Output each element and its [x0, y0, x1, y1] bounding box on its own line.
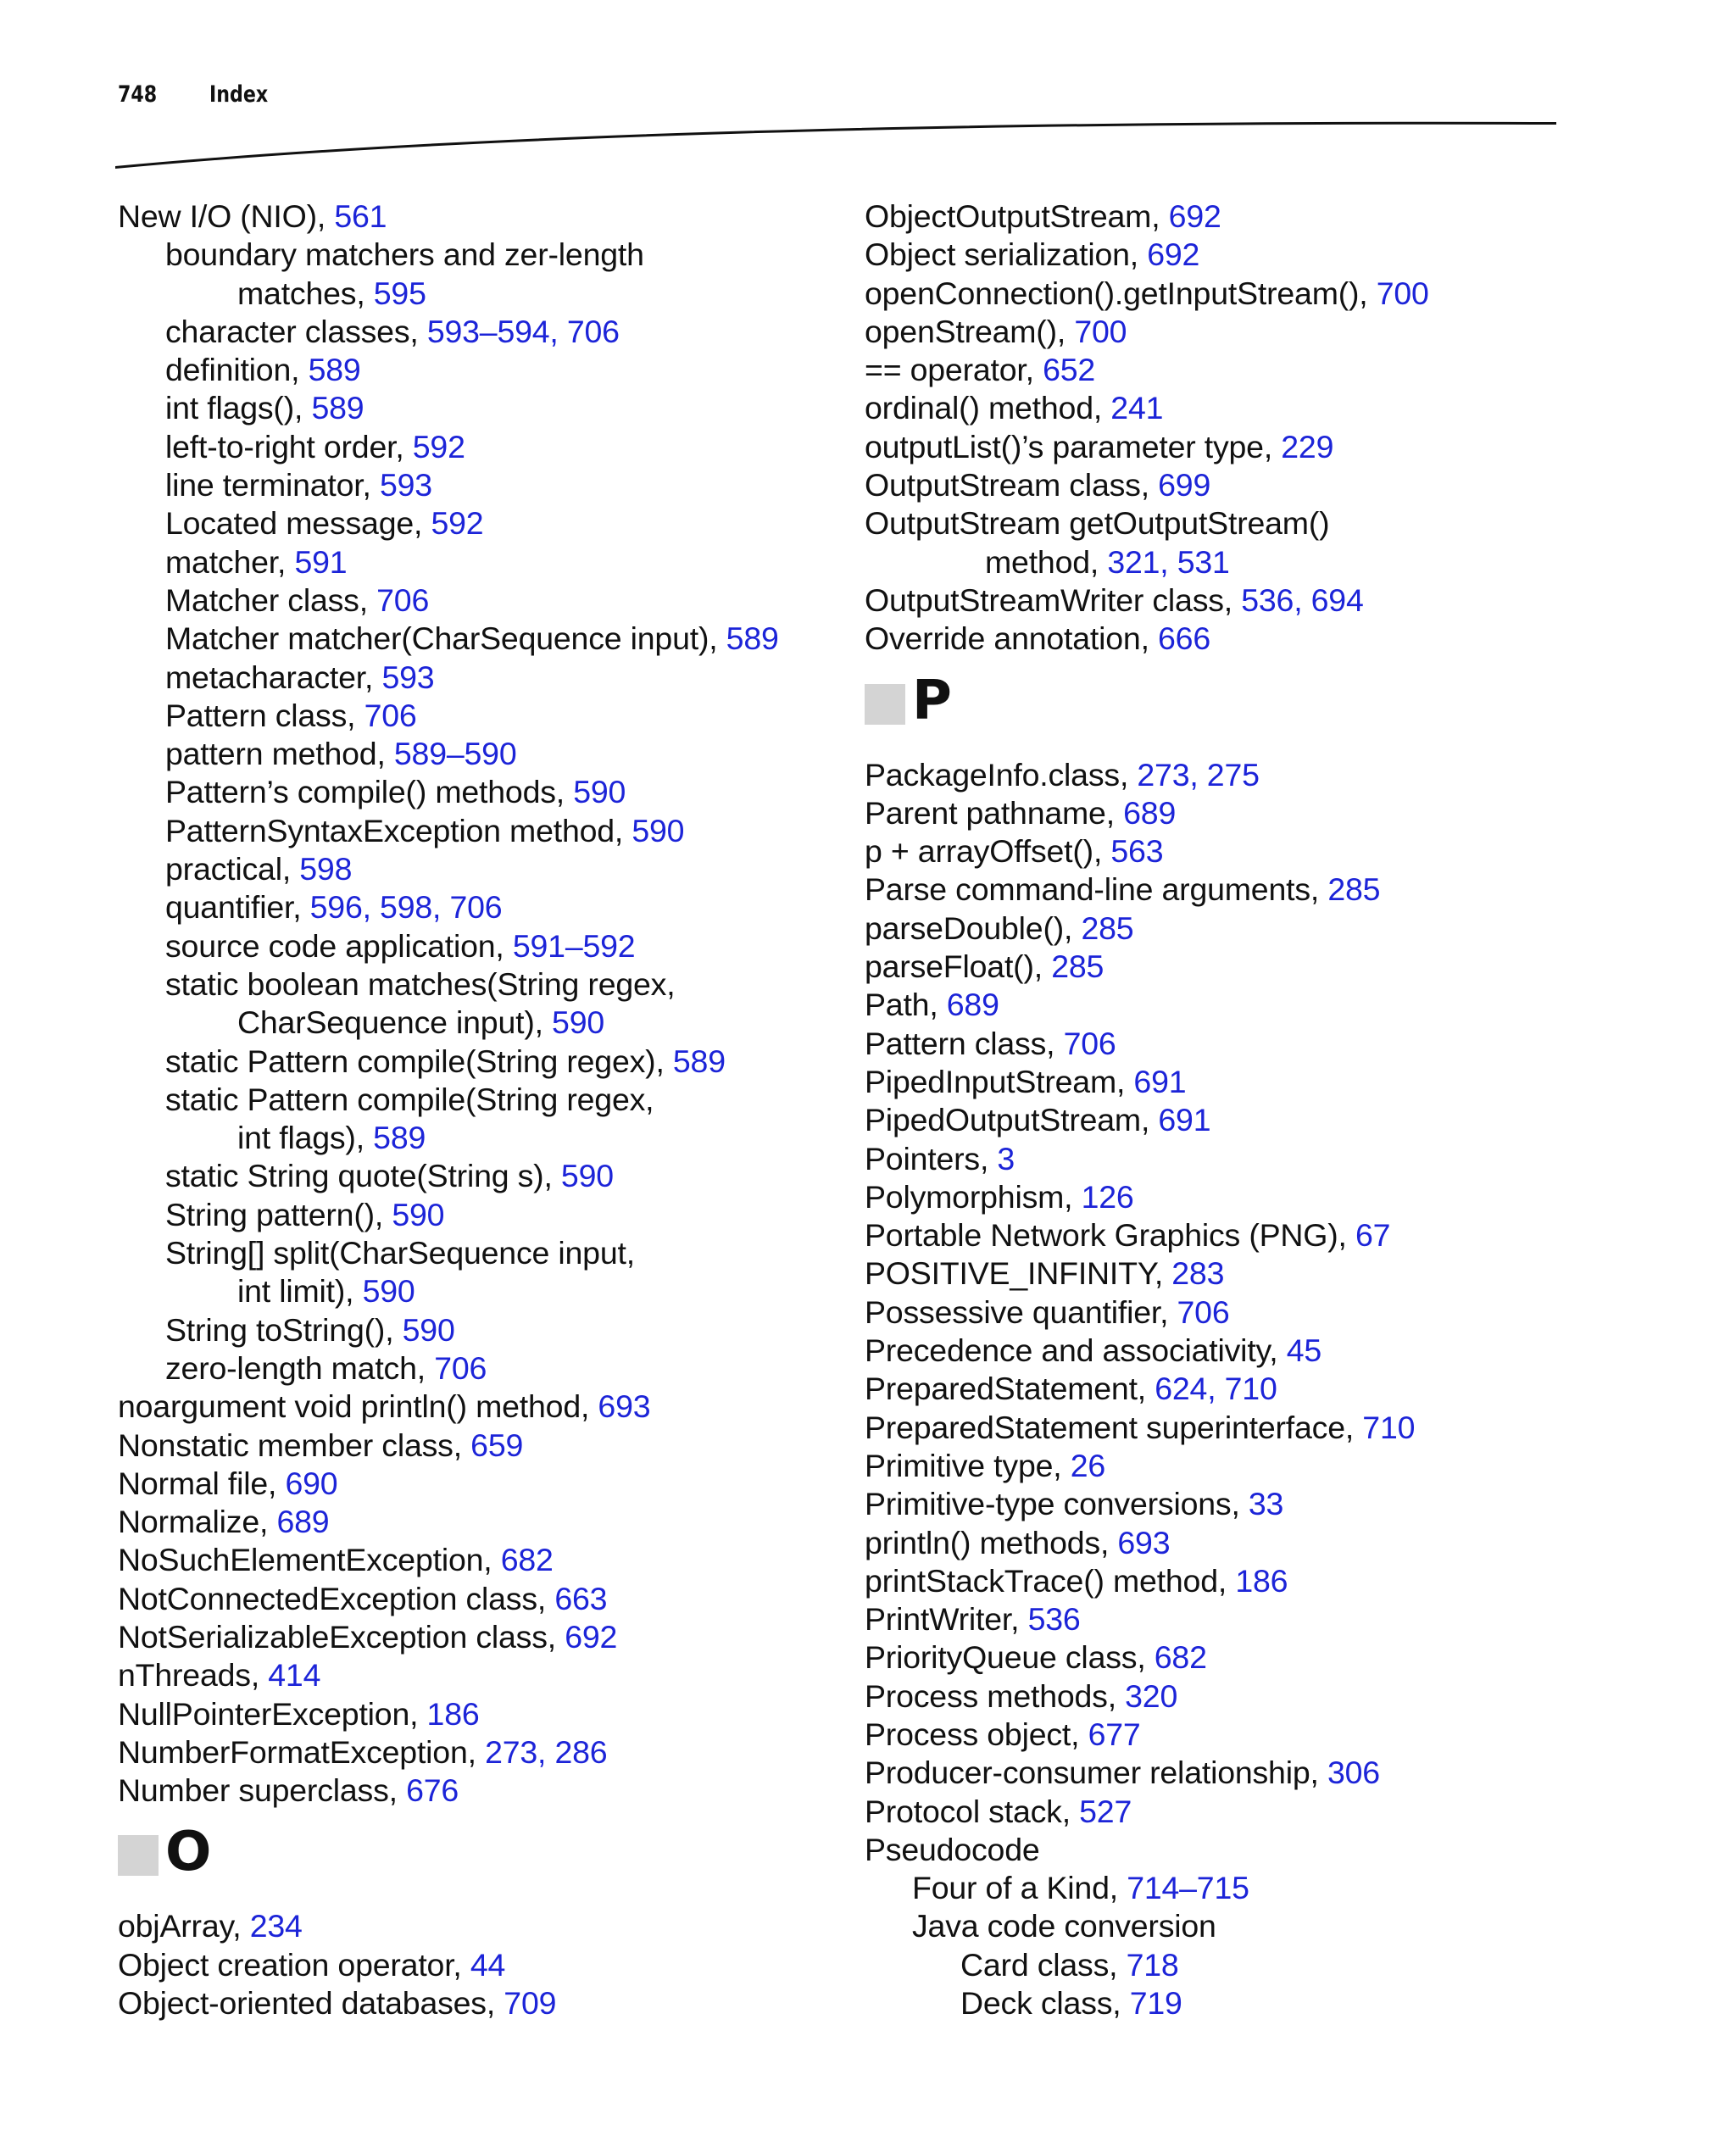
page-reference-link[interactable]: 690	[285, 1465, 338, 1501]
entry-term: Precedence and associativity,	[865, 1332, 1278, 1369]
page-reference-link[interactable]: 589–590	[393, 736, 517, 772]
page-reference-link[interactable]: 652	[1043, 352, 1096, 388]
entry-term: Primitive type,	[865, 1447, 1062, 1483]
index-entry	[865, 1716, 1560, 1754]
index-entry	[865, 1485, 1560, 1523]
index-entry	[118, 1618, 813, 1656]
entry-term: ObjectOutputStream,	[865, 198, 1160, 234]
index-entry	[118, 1907, 813, 1945]
page-reference-link[interactable]: 709	[504, 1985, 557, 2022]
index-entry	[865, 871, 1560, 909]
entry-term: Pattern class,	[165, 697, 356, 733]
page-reference-link[interactable]: 624, 710	[1155, 1371, 1277, 1407]
entry-term: parseDouble(),	[865, 909, 1073, 946]
entry-term: p + arrayOffset(),	[865, 833, 1103, 870]
index-entry	[865, 351, 1560, 389]
entry-term: println() methods,	[865, 1524, 1110, 1560]
page-reference-link[interactable]: 706	[376, 581, 430, 618]
index-entry	[865, 466, 1560, 504]
page-reference-link[interactable]: 719	[1129, 1985, 1182, 2022]
page-reference-link[interactable]: 561	[334, 198, 387, 234]
entry-term: String pattern(),	[165, 1196, 384, 1232]
page-reference-link[interactable]: 593	[381, 659, 435, 695]
page-reference-link[interactable]: 693	[598, 1388, 651, 1425]
entry-term: Normal file,	[118, 1465, 277, 1501]
entry-term: Possessive quantifier,	[865, 1293, 1169, 1330]
entry-term: String toString(),	[165, 1311, 394, 1348]
index-entry	[865, 1946, 1560, 1984]
page-reference-link[interactable]: 682	[1154, 1639, 1207, 1676]
entry-term: Java code conversion	[912, 1908, 1216, 1944]
index-entry	[118, 197, 813, 236]
entry-term: zero-length match,	[165, 1349, 426, 1386]
index-entry	[118, 1465, 813, 1503]
entry-term: Located message,	[165, 505, 423, 542]
index-entry	[118, 313, 813, 351]
page-reference-link[interactable]: 700	[1376, 275, 1429, 311]
page-reference-link[interactable]: 689	[276, 1504, 330, 1540]
entry-term: openConnection().getInputStream(),	[865, 275, 1368, 311]
index-entry	[118, 1119, 813, 1157]
page-reference-link[interactable]: 598	[299, 851, 353, 887]
index-entry	[865, 1254, 1560, 1293]
index-entry	[865, 197, 1560, 236]
page-reference-link[interactable]: 593	[379, 467, 432, 503]
page-reference-link[interactable]: 229	[1281, 428, 1334, 464]
index-entry	[865, 275, 1560, 313]
page-reference-link[interactable]: 26	[1070, 1447, 1106, 1483]
entry-term: Primitive-type conversions,	[865, 1486, 1240, 1522]
index-entry	[118, 1004, 813, 1042]
page-reference-link[interactable]: 590	[362, 1273, 415, 1310]
index-entry	[865, 1677, 1560, 1716]
index-entry	[118, 466, 813, 504]
entry-term: Process object,	[865, 1716, 1080, 1752]
page-reference-link[interactable]: 536, 694	[1241, 581, 1364, 618]
entry-term: boundary matchers and zer-length	[165, 236, 644, 273]
entry-term: printStackTrace() method,	[865, 1562, 1227, 1599]
index-entry	[865, 986, 1560, 1024]
page-reference-link[interactable]: 273, 286	[485, 1733, 608, 1770]
index-entry	[865, 389, 1560, 427]
entry-term: static Pattern compile(String regex,	[165, 1081, 654, 1117]
entry-term: == operator,	[865, 352, 1034, 388]
entry-term: Protocol stack,	[865, 1793, 1071, 1829]
index-entry	[865, 1754, 1560, 1792]
page-reference-link[interactable]: 591–592	[512, 927, 636, 964]
index-entry	[118, 1580, 813, 1618]
page-reference-link[interactable]: 563	[1110, 833, 1164, 870]
entry-term: character classes,	[165, 313, 419, 349]
page-reference-link[interactable]: 677	[1088, 1716, 1141, 1752]
page-reference-link[interactable]: 590	[402, 1311, 455, 1348]
index-entry	[865, 832, 1560, 871]
entry-term: Parent pathname,	[865, 794, 1115, 831]
page-reference-link[interactable]: 689	[946, 987, 999, 1023]
page-reference-link[interactable]: 44	[470, 1946, 506, 1983]
index-entry	[118, 1272, 813, 1310]
index-entry	[118, 1733, 813, 1772]
page-reference-link[interactable]: 285	[1051, 948, 1104, 985]
page-reference-link[interactable]: 234	[249, 1908, 303, 1944]
index-entry	[118, 351, 813, 389]
page-reference-link[interactable]: 589	[726, 620, 779, 657]
index-entry	[865, 1025, 1560, 1063]
entry-term: left-to-right order,	[165, 428, 404, 464]
page-reference-link[interactable]: 693	[1117, 1524, 1171, 1560]
section-heading-p	[865, 659, 1560, 756]
running-title: Index	[209, 81, 269, 108]
entry-term: objArray,	[118, 1908, 242, 1944]
index-entry	[865, 543, 1560, 581]
entry-term: Override annotation,	[865, 620, 1149, 657]
index-entry	[865, 1101, 1560, 1139]
section-letter: O	[165, 1821, 212, 1884]
page-reference-link[interactable]: 682	[500, 1542, 554, 1578]
page-reference-link[interactable]: 593–594, 706	[426, 313, 620, 349]
entry-term: nThreads,	[118, 1657, 260, 1694]
entry-term: Process methods,	[865, 1677, 1116, 1714]
index-entry	[865, 1869, 1560, 1907]
page-reference-link[interactable]: 186	[426, 1695, 480, 1732]
page-reference-link[interactable]: 589	[308, 352, 361, 388]
index-entry	[865, 428, 1560, 466]
index-entry	[865, 794, 1560, 832]
page-reference-link[interactable]: 659	[470, 1427, 524, 1463]
index-entry	[865, 1907, 1560, 1945]
entry-term: openStream(),	[865, 313, 1066, 349]
entry-term: NullPointerException,	[118, 1695, 419, 1732]
entry-term: POSITIVE_INFINITY,	[865, 1255, 1164, 1292]
index-entry	[865, 1293, 1560, 1332]
index-entry	[865, 236, 1560, 274]
page-reference-link[interactable]: 592	[431, 505, 484, 542]
page-reference-link[interactable]: 285	[1327, 871, 1381, 908]
page-reference-link[interactable]: 692	[1168, 198, 1221, 234]
index-entry	[118, 888, 813, 926]
entry-term: Object serialization,	[865, 236, 1139, 273]
index-entry	[118, 1311, 813, 1349]
index-entry	[865, 581, 1560, 620]
entry-term: Path,	[865, 987, 938, 1023]
index-entry	[118, 1157, 813, 1195]
page-reference-link[interactable]: 285	[1081, 909, 1134, 946]
entry-term: CharSequence input),	[237, 1004, 543, 1041]
page-reference-link[interactable]: 45	[1286, 1332, 1322, 1369]
index-entry	[865, 1793, 1560, 1831]
index-entry	[118, 1503, 813, 1541]
index-entry	[118, 620, 813, 658]
entry-term: line terminator,	[165, 467, 371, 503]
entry-term: Number superclass,	[118, 1772, 398, 1809]
index-entry	[865, 1178, 1560, 1216]
entry-term: static boolean matches(String regex,	[165, 965, 676, 1002]
section-heading-o	[118, 1810, 813, 1907]
index-entry	[118, 1388, 813, 1426]
entry-term: Producer-consumer relationship,	[865, 1755, 1319, 1791]
entry-term: New I/O (NIO),	[118, 198, 326, 234]
index-entry	[118, 773, 813, 811]
index-entry	[118, 1984, 813, 2022]
page-reference-link[interactable]: 714–715	[1127, 1870, 1249, 1906]
entry-term: Card class,	[960, 1946, 1118, 1983]
page-reference-link[interactable]: 699	[1158, 467, 1211, 503]
index-entry	[118, 1656, 813, 1694]
page-reference-link[interactable]: 596, 598, 706	[309, 889, 503, 926]
page-reference-link[interactable]: 595	[373, 275, 426, 311]
index-entry	[118, 1196, 813, 1234]
entry-term: NotSerializableException class,	[118, 1618, 556, 1655]
page-reference-link[interactable]: 710	[1362, 1409, 1416, 1445]
entry-term: Parse command-line arguments,	[865, 871, 1320, 908]
index-entry	[118, 543, 813, 581]
entry-term: String[] split(CharSequence input,	[165, 1235, 635, 1271]
page-reference-link[interactable]: 706	[1063, 1025, 1116, 1061]
index-entry	[118, 927, 813, 965]
entry-term: int flags),	[237, 1120, 364, 1156]
index-entry	[118, 389, 813, 427]
section-letter: P	[912, 669, 952, 732]
page-reference-link[interactable]: 536	[1027, 1601, 1081, 1638]
index-entry	[118, 1541, 813, 1579]
entry-term: PackageInfo.class,	[865, 756, 1129, 793]
index-entry	[865, 948, 1560, 986]
page-reference-link[interactable]: 320	[1125, 1677, 1178, 1714]
index-entry	[118, 1234, 813, 1272]
page-reference-link[interactable]: 589	[311, 390, 364, 426]
index-entry	[865, 1984, 1560, 2022]
entry-term: Matcher matcher(CharSequence input),	[165, 620, 718, 657]
index-entry	[118, 275, 813, 313]
entry-term: noargument void println() method,	[118, 1388, 590, 1425]
entry-term: int flags(),	[165, 390, 303, 426]
page-reference-link[interactable]: 186	[1235, 1562, 1288, 1599]
page-reference-link[interactable]: 33	[1248, 1486, 1284, 1522]
page-reference-link[interactable]: 589	[672, 1043, 726, 1079]
entry-term: NotConnectedException class,	[118, 1580, 547, 1616]
page-reference-link[interactable]: 589	[373, 1120, 426, 1156]
entry-term: Deck class,	[960, 1985, 1121, 2022]
entry-term: OutputStreamWriter class,	[865, 581, 1233, 618]
index-entry	[118, 504, 813, 542]
entry-term: Object-oriented databases,	[118, 1985, 496, 2022]
index-column-left	[118, 197, 813, 2022]
entry-term: Nonstatic member class,	[118, 1427, 462, 1463]
index-entry	[118, 850, 813, 888]
index-entry	[118, 236, 813, 274]
page-reference-link[interactable]: 718	[1126, 1946, 1179, 1983]
page-reference-link[interactable]: 666	[1158, 620, 1210, 657]
index-entry	[865, 1332, 1560, 1370]
page-reference-link[interactable]: 700	[1074, 313, 1127, 349]
index-entry	[865, 1524, 1560, 1562]
page-reference-link[interactable]: 283	[1171, 1255, 1225, 1292]
entry-term: Polymorphism,	[865, 1178, 1073, 1215]
index-entry	[118, 1043, 813, 1081]
index-entry	[118, 428, 813, 466]
entry-term: ordinal() method,	[865, 390, 1103, 426]
entry-term: Normalize,	[118, 1504, 269, 1540]
index-entry	[118, 1946, 813, 1984]
entry-term: Pattern’s compile() methods,	[165, 774, 565, 810]
page-reference-link[interactable]: 676	[406, 1772, 459, 1809]
entry-term: method,	[985, 543, 1099, 580]
index-column-right	[865, 197, 1560, 2022]
page-reference-link[interactable]: 706	[434, 1349, 487, 1386]
page-number: 748	[118, 81, 158, 108]
entry-term: Matcher class,	[165, 581, 368, 618]
entry-term: metacharacter,	[165, 659, 374, 695]
page-reference-link[interactable]: 67	[1355, 1217, 1391, 1254]
entry-term: pattern method,	[165, 736, 386, 772]
entry-term: Object creation operator,	[118, 1946, 462, 1983]
index-entry	[118, 1772, 813, 1810]
entry-term: Pointers,	[865, 1140, 989, 1176]
entry-term: PriorityQueue class,	[865, 1639, 1146, 1676]
page-reference-link[interactable]: 691	[1133, 1063, 1187, 1099]
entry-term: PreparedStatement,	[865, 1371, 1147, 1407]
page-reference-link[interactable]: 590	[552, 1004, 605, 1041]
page-reference-link[interactable]: 273, 275	[1137, 756, 1260, 793]
index-entry	[865, 1447, 1560, 1485]
page-reference-link[interactable]: 691	[1158, 1102, 1211, 1138]
page-reference-link[interactable]: 590	[573, 774, 626, 810]
index-entry	[118, 735, 813, 773]
entry-term: outputList()’s parameter type,	[865, 428, 1273, 464]
page-reference-link[interactable]: 663	[554, 1580, 608, 1616]
entry-term: OutputStream getOutputStream()	[865, 505, 1330, 542]
entry-term: int limit),	[237, 1273, 354, 1310]
entry-term: PatternSyntaxException method,	[165, 812, 624, 848]
entry-term: source code application,	[165, 927, 504, 964]
entry-term: Four of a Kind,	[912, 1870, 1118, 1906]
page-reference-link[interactable]: 591	[294, 543, 348, 580]
entry-term: Pattern class,	[865, 1025, 1055, 1061]
entry-term: Pseudocode	[865, 1831, 1040, 1867]
index-entry	[118, 812, 813, 850]
index-entry	[118, 1081, 813, 1119]
page-reference-link[interactable]: 414	[268, 1657, 321, 1694]
index-entry	[865, 1140, 1560, 1178]
index-entry	[118, 659, 813, 697]
index-entry	[865, 1370, 1560, 1408]
entry-term: NumberFormatException,	[118, 1733, 476, 1770]
page-reference-link[interactable]: 321, 531	[1107, 543, 1230, 580]
page-reference-link[interactable]: 3	[997, 1140, 1015, 1176]
page-reference-link[interactable]: 241	[1110, 390, 1164, 426]
section-marker-box	[118, 1835, 159, 1876]
entry-term: static Pattern compile(String regex),	[165, 1043, 665, 1079]
index-entry	[865, 504, 1560, 542]
entry-term: PipedOutputStream,	[865, 1102, 1150, 1138]
page-reference-link[interactable]: 126	[1081, 1178, 1134, 1215]
index-entry	[865, 1600, 1560, 1638]
index-entry	[118, 697, 813, 735]
index-entry	[118, 965, 813, 1004]
index-entry	[118, 1349, 813, 1388]
entry-term: NoSuchElementException,	[118, 1542, 492, 1578]
index-entry	[865, 620, 1560, 658]
entry-term: matches,	[237, 275, 365, 311]
index-entry	[865, 1638, 1560, 1677]
page-reference-link[interactable]: 692	[565, 1618, 618, 1655]
entry-term: static String quote(String s),	[165, 1158, 553, 1194]
entry-term: practical,	[165, 851, 292, 887]
index-entry	[865, 1562, 1560, 1600]
entry-term: PipedInputStream,	[865, 1063, 1126, 1099]
entry-term: OutputStream class,	[865, 467, 1149, 503]
entry-term: quantifier,	[165, 889, 302, 926]
index-entry	[865, 909, 1560, 948]
index-entry	[865, 1409, 1560, 1447]
page-reference-link[interactable]: 692	[1147, 236, 1200, 273]
page-reference-link[interactable]: 689	[1123, 794, 1177, 831]
page-reference-link[interactable]: 306	[1327, 1755, 1380, 1791]
page-reference-link[interactable]: 706	[1177, 1293, 1230, 1330]
index-entry	[118, 1695, 813, 1733]
index-entry	[865, 756, 1560, 794]
index-entry	[118, 581, 813, 620]
entry-term: parseFloat(),	[865, 948, 1043, 985]
index-entry	[865, 313, 1560, 351]
index-entry	[118, 1427, 813, 1465]
page-reference-link[interactable]: 592	[412, 428, 465, 464]
page-reference-link[interactable]: 590	[560, 1158, 614, 1194]
index-entry	[865, 1063, 1560, 1101]
section-marker-box	[865, 684, 905, 725]
entry-term: PreparedStatement superinterface,	[865, 1409, 1355, 1445]
entry-term: Portable Network Graphics (PNG),	[865, 1217, 1347, 1254]
page-reference-link[interactable]: 590	[632, 812, 685, 848]
page-reference-link[interactable]: 527	[1079, 1793, 1132, 1829]
index-entry	[865, 1216, 1560, 1254]
entry-term: definition,	[165, 352, 300, 388]
header-rule	[115, 108, 1556, 176]
entry-term: PrintWriter,	[865, 1601, 1020, 1638]
page-reference-link[interactable]: 590	[392, 1196, 445, 1232]
page-reference-link[interactable]: 706	[364, 697, 417, 733]
entry-term: matcher,	[165, 543, 287, 580]
index-entry	[865, 1831, 1560, 1869]
